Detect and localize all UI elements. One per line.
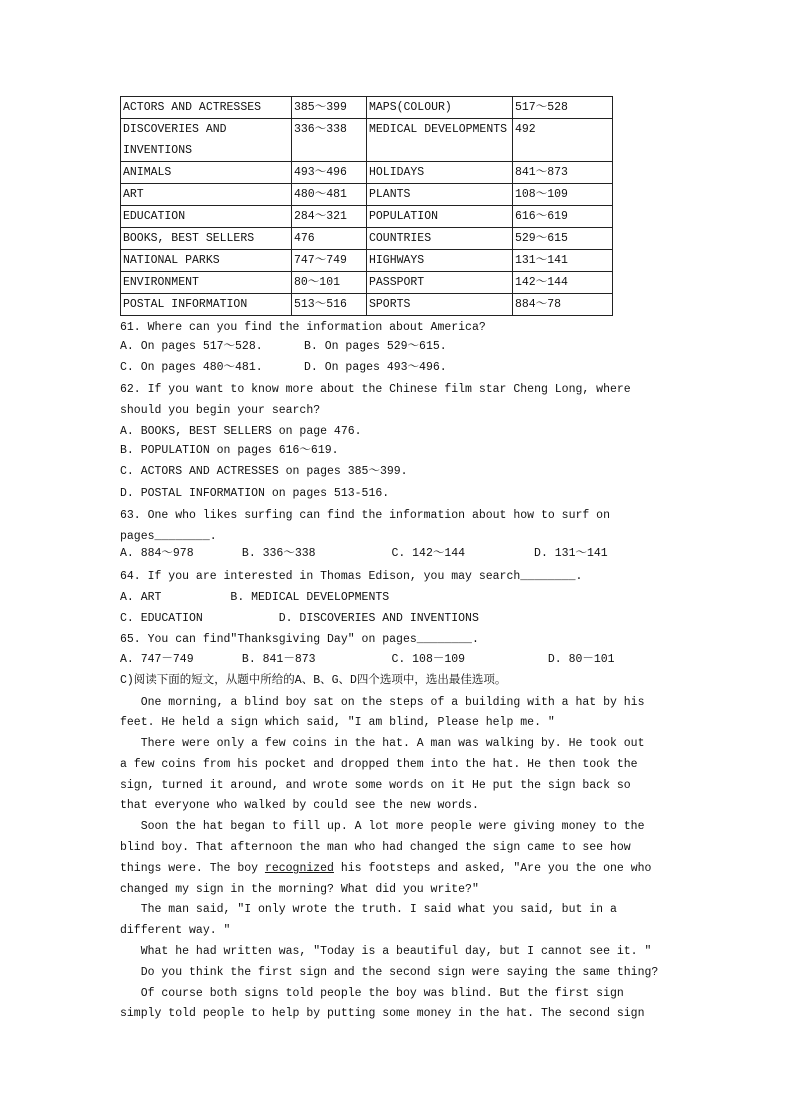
page-range-cell: 747～749 xyxy=(292,250,367,272)
text-line: feet. He held a sign which said, "I am blind, Please help me. " xyxy=(120,716,555,729)
topic-cell: ART xyxy=(121,184,292,206)
topic-cell: SPORTS xyxy=(367,294,513,316)
topic-cell: MAPS(COLOUR) xyxy=(367,97,513,119)
text-line: C)阅读下面的短文，从题中所给的A、B、G、D四个选项中，选出最佳选项。 xyxy=(120,674,507,687)
page-range-cell: 492 xyxy=(513,119,613,162)
table-row xyxy=(121,272,613,294)
topic-cell: POPULATION xyxy=(367,206,513,228)
topic-cell: ANIMALS xyxy=(121,162,292,184)
text-line: Soon the hat began to fill up. A lot more people were giving money to the xyxy=(120,820,645,833)
topic-cell: ENVIRONMENT xyxy=(121,272,292,294)
topic-cell: DISCOVERIES AND INVENTIONS xyxy=(121,119,292,162)
text-line: C. EDUCATION D. DISCOVERIES AND INVENTIONS xyxy=(120,612,479,625)
topic-cell: MEDICAL DEVELOPMENTS xyxy=(367,119,513,162)
text-line: B. POPULATION on pages 616～619. xyxy=(120,444,339,457)
text-line: 62. If you want to know more about the Chinese film star Cheng Long, where xyxy=(120,383,631,396)
text-line: D. POSTAL INFORMATION on pages 513-516. xyxy=(120,487,390,500)
text-line: What he had written was, "Today is a beautiful day, but I cannot see it. " xyxy=(120,945,652,958)
page-range-cell: 476 xyxy=(292,228,367,250)
topic-cell: NATIONAL PARKS xyxy=(121,250,292,272)
page-range-cell: 513～516 xyxy=(292,294,367,316)
text-line: A. BOOKS, BEST SELLERS on page 476. xyxy=(120,425,362,438)
page-range-cell: 616～619 xyxy=(513,206,613,228)
text-line: 64. If you are interested in Thomas Edison, you may search________. xyxy=(120,570,583,583)
page-range-cell: 841～873 xyxy=(513,162,613,184)
text-line: A. 884～978 B. 336～338 C. 142～144 D. 131～141 xyxy=(120,547,608,560)
text-line: blind boy. That afternoon the man who had changed the sign came to see how xyxy=(120,841,631,854)
topic-cell: COUNTRIES xyxy=(367,228,513,250)
text-line: should you begin your search? xyxy=(120,404,321,417)
text-line: pages________. xyxy=(120,530,217,543)
text-span: his footsteps and asked, "Are you the one who xyxy=(333,862,652,875)
topic-cell: ACTORS AND ACTRESSES xyxy=(121,97,292,119)
text-line: sign, turned it around, and wrote some words on it He put the sign back so xyxy=(120,779,631,792)
text-line: The man said, "I only wrote the truth. I said what you said, but in a xyxy=(120,903,617,916)
text-line: One morning, a blind boy sat on the steps of a building with a hat by his xyxy=(120,696,645,709)
table-row xyxy=(121,206,613,228)
topic-cell: EDUCATION xyxy=(121,206,292,228)
table-row xyxy=(121,97,613,119)
table-row xyxy=(121,162,613,184)
page-range-cell: 884～78 xyxy=(513,294,613,316)
text-line: C. On pages 480～481. D. On pages 493～496. xyxy=(120,361,447,374)
table-row xyxy=(121,294,613,316)
topic-cell: HOLIDAYS xyxy=(367,162,513,184)
text-line: simply told people to help by putting some money in the hat. The second sign xyxy=(120,1007,645,1020)
topic-cell: PASSPORT xyxy=(367,272,513,294)
text-line: A. 747－749 B. 841－873 C. 108－109 D. 80－101 xyxy=(120,653,615,666)
table-row xyxy=(121,228,613,250)
index-table xyxy=(120,96,613,316)
topic-cell: POSTAL INFORMATION xyxy=(121,294,292,316)
text-line: different way. " xyxy=(120,924,231,937)
table-row xyxy=(121,119,613,162)
underlined-word: recognized xyxy=(264,862,334,875)
text-line: a few coins from his pocket and dropped them into the hat. He then took the xyxy=(120,758,638,771)
page-range-cell: 385～399 xyxy=(292,97,367,119)
topic-cell: PLANTS xyxy=(367,184,513,206)
text-line: that everyone who walked by could see the new words. xyxy=(120,799,479,812)
page-range-cell: 493～496 xyxy=(292,162,367,184)
page-range-cell: 284～321 xyxy=(292,206,367,228)
text-line xyxy=(120,861,651,877)
table-row xyxy=(121,250,613,272)
text-line: changed my sign in the morning? What did you write?" xyxy=(120,883,479,896)
page-range-cell: 131～141 xyxy=(513,250,613,272)
page-range-cell: 480～481 xyxy=(292,184,367,206)
table-row xyxy=(121,184,613,206)
page-range-cell: 108～109 xyxy=(513,184,613,206)
topic-cell: BOOKS, BEST SELLERS xyxy=(121,228,292,250)
page-range-cell: 529～615 xyxy=(513,228,613,250)
text-line: 63. One who likes surfing can find the information about how to surf on xyxy=(120,509,610,522)
text-line: A. On pages 517～528. B. On pages 529～615. xyxy=(120,340,447,353)
text-line: C. ACTORS AND ACTRESSES on pages 385～399. xyxy=(120,465,408,478)
page-range-cell: 517～528 xyxy=(513,97,613,119)
text-line: 61. Where can you find the information about America? xyxy=(120,321,486,334)
text-line: Do you think the first sign and the second sign were saying the same thing? xyxy=(120,966,659,979)
page-range-cell: 80～101 xyxy=(292,272,367,294)
text-span: things were. The boy xyxy=(120,862,265,875)
text-line: 65. You can find"Thanksgiving Day" on pages________. xyxy=(120,633,479,646)
page-range-cell: 336～338 xyxy=(292,119,367,162)
text-line: There were only a few coins in the hat. A man was walking by. He took out xyxy=(120,737,645,750)
text-line: A. ART B. MEDICAL DEVELOPMENTS xyxy=(120,591,390,604)
text-line: Of course both signs told people the boy was blind. But the first sign xyxy=(120,987,624,1000)
page-range-cell: 142～144 xyxy=(513,272,613,294)
topic-cell: HIGHWAYS xyxy=(367,250,513,272)
